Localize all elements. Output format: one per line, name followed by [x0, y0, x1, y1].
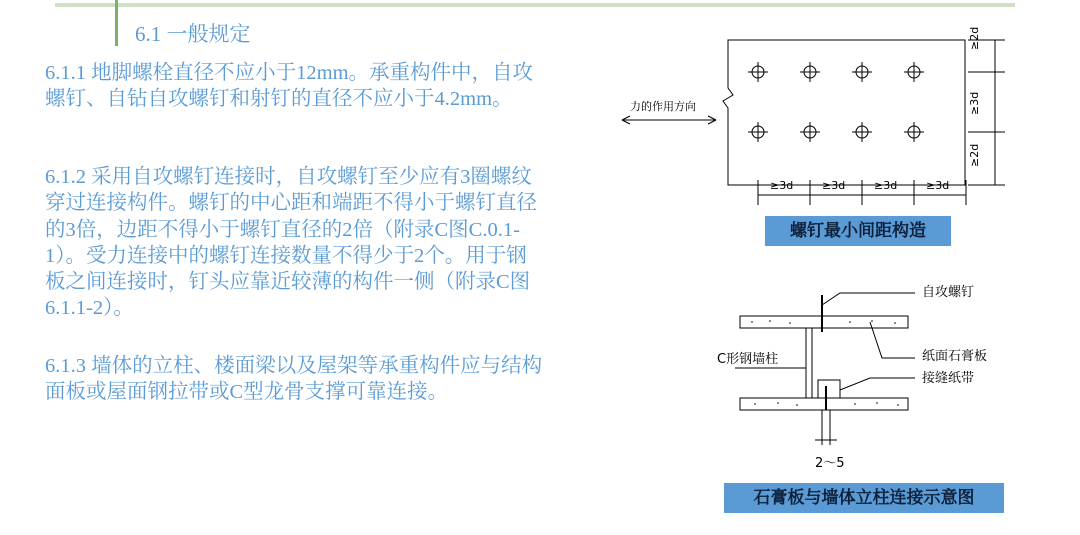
label-gypsum-board: 纸面石膏板: [922, 349, 988, 364]
dim-label-v2: ≥3d: [968, 91, 981, 115]
figure2-caption: 石膏板与墙体立柱连接示意图: [724, 483, 1004, 513]
label-joint-tape: 接缝纸带: [922, 371, 975, 386]
joint-tape-bracket: [818, 380, 840, 398]
paragraph-6-1-2: 6.1.2 采用自攻螺钉连接时，自攻螺钉至少应有3圈螺纹穿过连接构件。螺钉的中心距和端距不得小于螺钉直径的3倍，边距不得小于螺钉直径的2倍（附录C图C.0.1-1）。受力连接中的螺钉连接数量不得少于2个。用于钢板之间连接时，钉头应靠近较薄的构件一侧（附录C图6.1.1-2）。: [45, 166, 537, 320]
dim-label-h3: ≥3d: [874, 179, 898, 192]
label-gap: 2～5: [815, 456, 845, 471]
dim-label-v3: ≥2d: [968, 143, 981, 167]
paragraph-6-1-3: 6.1.3 墙体的立柱、楼面梁以及屋架等承重构件应与结构面板或屋面钢拉带或C型龙骨支撑可靠连接。: [45, 355, 543, 404]
dim-label-h1: ≥3d: [770, 179, 794, 192]
paragraph-6-1-1: 6.1.1 地脚螺栓直径不应小于12mm。承重构件中，自攻螺钉、自钻自攻螺钉和射钉的直径不应小于4.2mm。: [45, 62, 534, 111]
figure1-caption: 螺钉最小间距构造: [765, 216, 951, 246]
force-direction-label: 力的作用方向: [630, 100, 696, 113]
gypsum-board-bottom: [740, 398, 908, 410]
leader-screw: [822, 293, 915, 305]
label-c-stud: C形钢墙柱: [717, 352, 779, 367]
label-self-tapping-screw: 自攻螺钉: [922, 285, 975, 300]
dim-label-v1: ≥2d: [968, 26, 981, 50]
dim-label-h4: ≥3d: [926, 179, 950, 192]
dim-label-h2: ≥3d: [822, 179, 846, 192]
section-heading: 6.1 一般规定: [135, 22, 251, 46]
c-steel-stud: [806, 328, 812, 398]
leader-tape: [840, 378, 915, 390]
gypsum-board-top: [740, 316, 908, 328]
